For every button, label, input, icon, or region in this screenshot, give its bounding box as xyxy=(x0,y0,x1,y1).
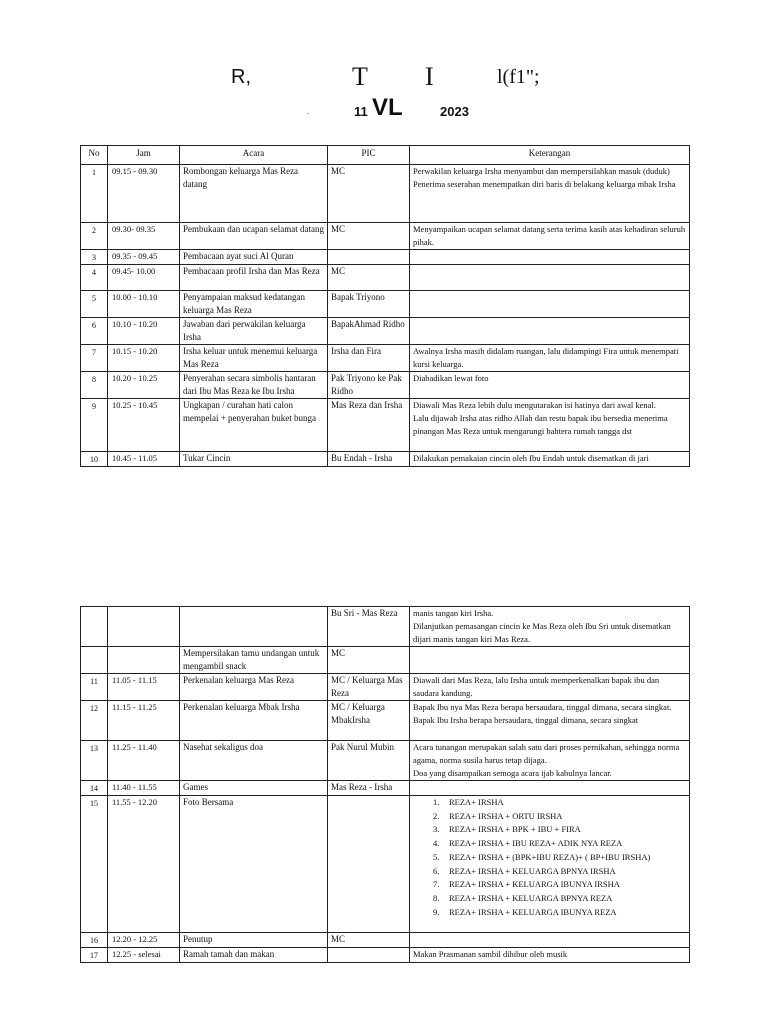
row-pic: MC xyxy=(328,265,410,291)
row-time: 10.00 - 10.10 xyxy=(108,291,180,318)
note-line: Diawali dari Mas Reza, lalu Irsha untuk memperkenalkan bapak ibu dan saudara kandung. xyxy=(413,675,660,698)
row-time: 11.25 - 11.40 xyxy=(108,741,180,781)
row-pic: BapakAhmad Ridho xyxy=(328,318,410,345)
row-number: 4 xyxy=(81,265,108,291)
row-pic: Mas Reza - Irsha xyxy=(328,781,410,796)
table-row xyxy=(81,781,690,796)
table-row xyxy=(81,741,690,781)
col-header-pic: PIC xyxy=(328,146,410,165)
note-line: Doa yang disampaikan semoga acara ijab kabulnya lancar. xyxy=(413,768,612,778)
row-time: 10.20 - 10.25 xyxy=(108,372,180,399)
row-pic: Irsha dan Fira xyxy=(328,345,410,372)
row-notes xyxy=(410,933,690,948)
row-pic: Pak Nurul Mubin xyxy=(328,741,410,781)
row-pic: Pak Triyono ke Pak Ridho xyxy=(328,372,410,399)
row-event: Penyerahan secara simbolis hantaran dari Ibu Mas Reza ke Ibu Irsha xyxy=(180,372,328,399)
row-notes xyxy=(410,781,690,796)
note-line: Menyampaikan ucapan selamat datang serta terima kasih atas kehadiran seluruh pihak. xyxy=(413,224,686,247)
header-glyph-t: T xyxy=(352,62,368,91)
note-line: Bapak Ibu Irsha berapa bersaudara, tinggal dimana, secara singkat xyxy=(413,715,639,725)
row-time: 09.15 - 09.30 xyxy=(108,165,180,223)
row-event: Penutup xyxy=(180,933,328,948)
table-header-row xyxy=(81,146,690,165)
pose-text: REZA+ IRSHA + IBU REZA+ ADIK NYA REZA xyxy=(449,838,623,849)
row-notes xyxy=(410,265,690,291)
row-event: Pembukaan dan ucapan selamat datang xyxy=(180,223,328,250)
row-notes xyxy=(410,372,690,399)
row-event: Ungkapan / curahan hati calon mempelai + penyerahan buket bunga xyxy=(180,399,328,452)
row-notes xyxy=(410,399,690,452)
note-line: Makan Prasmanan sambil dihibur oleh musik xyxy=(413,949,568,959)
header-dot: . xyxy=(307,108,309,116)
table-row xyxy=(81,291,690,318)
header-glyph-lf: l(f1"; xyxy=(497,66,540,88)
row-notes xyxy=(410,250,690,265)
table-row xyxy=(81,701,690,741)
row-number: 3 xyxy=(81,250,108,265)
note-line: Dilanjutkan pemasangan cincin ke Mas Reza oleh Ibu Sri untuk disematkan dijari manis tangan kiri Mas Reza. xyxy=(413,621,671,644)
row-event xyxy=(180,607,328,647)
row-event: Tukar Cincin xyxy=(180,452,328,467)
photo-pose-item xyxy=(433,851,686,865)
row-time: 11.40 - 11.55 xyxy=(108,781,180,796)
row-time: 10.25 - 10.45 xyxy=(108,399,180,452)
note-line: Acara tunangan merupakan salah satu dari proses pernikahan, sehingga norma agama, norma susila harus tetap dijaga. xyxy=(413,742,680,765)
row-notes xyxy=(410,223,690,250)
row-pic: Bu Sri - Mas Reza xyxy=(328,607,410,647)
table-row xyxy=(81,647,690,674)
table-row xyxy=(81,165,690,223)
photo-pose-item xyxy=(433,865,686,879)
table-row xyxy=(81,223,690,250)
row-pic xyxy=(328,948,410,963)
table-row xyxy=(81,933,690,948)
header-year: 2023 xyxy=(440,104,469,119)
header-day: 11 xyxy=(354,104,368,119)
row-pic: MC / Keluarga Mas Reza xyxy=(328,674,410,701)
pose-text: REZA+ IRSHA + BPK + IBU + FIRA xyxy=(449,824,581,835)
row-pic xyxy=(328,250,410,265)
row-notes xyxy=(410,741,690,781)
row-notes xyxy=(410,345,690,372)
row-notes xyxy=(410,318,690,345)
table-row xyxy=(81,452,690,467)
table-row xyxy=(81,607,690,647)
table-row xyxy=(81,948,690,963)
pose-text: REZA+ IRSHA + KELUARGA BPNYA REZA xyxy=(449,892,613,903)
row-time: 10.15 - 10.20 xyxy=(108,345,180,372)
row-number xyxy=(81,607,108,647)
row-event: Mempersilakan tamu undangan untuk mengambil snack xyxy=(180,647,328,674)
row-number: 2 xyxy=(81,223,108,250)
row-number: 13 xyxy=(81,741,108,781)
row-number: 8 xyxy=(81,372,108,399)
header-month: VL xyxy=(372,94,403,121)
note-line: manis tangan kiri Irsha. xyxy=(413,608,494,618)
pose-text: REZA+ IRSHA + KELUARGA IBUNYA IRSHA xyxy=(449,879,620,890)
row-pic: MC xyxy=(328,647,410,674)
row-pic: Bu Endah - Irsha xyxy=(328,452,410,467)
row-time: 11.05 - 11.15 xyxy=(108,674,180,701)
note-line: Dilakukan pemakaian cincin oleh Ibu Endah untuk disematkan di jari xyxy=(413,453,649,463)
table-row xyxy=(81,318,690,345)
photo-pose-item xyxy=(433,878,686,892)
row-event: Penyampaian maksud kedatangan keluarga Mas Reza xyxy=(180,291,328,318)
col-header-no: No xyxy=(81,146,108,165)
note-line: Penerima seserahan menempatkan diri baris di belakang keluarga mbak Irsha xyxy=(413,179,676,189)
pose-number: 7. xyxy=(433,879,440,890)
row-notes xyxy=(410,647,690,674)
row-pic: MC / Keluarga MbakIrsha xyxy=(328,701,410,741)
photo-pose-list xyxy=(413,796,686,919)
row-number: 17 xyxy=(81,948,108,963)
row-time: 12.20 - 12.25 xyxy=(108,933,180,948)
row-notes xyxy=(410,948,690,963)
photo-pose-item xyxy=(433,823,686,837)
row-notes xyxy=(410,796,690,933)
row-number xyxy=(81,647,108,674)
note-line: Diabadikan lewat foto xyxy=(413,373,489,383)
row-time: 11.15 - 11.25 xyxy=(108,701,180,741)
row-time: 09.30- 09.35 xyxy=(108,223,180,250)
header-glyph-i: I xyxy=(425,62,434,91)
table-row xyxy=(81,345,690,372)
row-event: Pembacaan profil Irsha dan Mas Reza xyxy=(180,265,328,291)
pose-text: REZA+ IRSHA + (BPK+IBU REZA)+ ( BP+IBU IRSHA) xyxy=(449,851,651,862)
photo-pose-item xyxy=(433,837,686,851)
row-notes xyxy=(410,607,690,647)
note-line: Bapak Ibu nya Mas Reza berapa bersaudara, tinggal dimana, secara singkat. xyxy=(413,702,672,712)
row-number: 14 xyxy=(81,781,108,796)
row-time: 09.45- 10.00 xyxy=(108,265,180,291)
row-number: 7 xyxy=(81,345,108,372)
schedule-table-part-2 xyxy=(80,606,690,963)
photo-pose-item xyxy=(433,796,686,810)
row-event: Jawaban dari perwakilan keluarga Irsha xyxy=(180,318,328,345)
row-pic: Bapak Triyono xyxy=(328,291,410,318)
row-event: Pembacaan ayat suci Al Quran xyxy=(180,250,328,265)
row-notes xyxy=(410,701,690,741)
row-number: 12 xyxy=(81,701,108,741)
schedule-table-part-1 xyxy=(80,145,690,467)
row-event: Irsha keluar untuk menemui keluarga Mas Reza xyxy=(180,345,328,372)
row-number: 9 xyxy=(81,399,108,452)
schedule-body-part-1 xyxy=(81,165,690,467)
row-number: 5 xyxy=(81,291,108,318)
row-notes xyxy=(410,674,690,701)
pose-number: 8. xyxy=(433,892,440,903)
row-event: Perkenalan keluarga Mbak Irsha xyxy=(180,701,328,741)
row-notes xyxy=(410,452,690,467)
row-pic: Mas Reza dan Irsha xyxy=(328,399,410,452)
pose-number: 6. xyxy=(433,865,440,876)
row-pic xyxy=(328,796,410,933)
row-event: Nasehat sekaligus doa xyxy=(180,741,328,781)
pose-text: REZA+ IRSHA + KELUARGA IBUNYA REZA xyxy=(449,906,617,917)
row-number: 16 xyxy=(81,933,108,948)
photo-pose-item xyxy=(433,810,686,824)
row-pic: MC xyxy=(328,223,410,250)
row-number: 11 xyxy=(81,674,108,701)
row-time: 10.10 - 10.20 xyxy=(108,318,180,345)
schedule-body-part-2 xyxy=(81,607,690,963)
row-event: Ramah tamah dan makan xyxy=(180,948,328,963)
header-glyph-r: R, xyxy=(231,66,251,88)
row-notes xyxy=(410,165,690,223)
row-notes xyxy=(410,291,690,318)
col-header-jam: Jam xyxy=(108,146,180,165)
note-line: Perwakilan keluarga Irsha menyambut dan mempersilahkan masuk (duduk) xyxy=(413,166,670,176)
row-event: Games xyxy=(180,781,328,796)
note-line: Lalu dijawab Irsha atas ridho Allah dan restu bapak ibu bersedia menerima pinangan Mas Reza untuk mengarungi bahtera rumah tangga dst xyxy=(413,413,668,436)
row-number: 1 xyxy=(81,165,108,223)
row-event: Foto Bersama xyxy=(180,796,328,933)
row-event: Perkenalan keluarga Mas Reza xyxy=(180,674,328,701)
table-row xyxy=(81,372,690,399)
row-pic: MC xyxy=(328,165,410,223)
pose-number: 9. xyxy=(433,906,440,917)
pose-number: 2. xyxy=(433,810,440,821)
table-row xyxy=(81,399,690,452)
photo-pose-item xyxy=(433,906,686,920)
row-time xyxy=(108,647,180,674)
note-line: Awalnya Irsha masih didalam ruangan, lalu didampingi Fira untuk menempati kursi keluarga. xyxy=(413,346,679,369)
table-row xyxy=(81,796,690,933)
pose-number: 5. xyxy=(433,851,440,862)
row-time xyxy=(108,607,180,647)
pose-number: 3. xyxy=(433,824,440,835)
row-time: 10.45 - 11.05 xyxy=(108,452,180,467)
row-time: 11.55 - 12.20 xyxy=(108,796,180,933)
row-pic: MC xyxy=(328,933,410,948)
pose-number: 1. xyxy=(433,797,440,807)
table-row xyxy=(81,250,690,265)
pose-text: REZA+ IRSHA + ORTU IRSHA xyxy=(449,810,563,821)
row-number: 6 xyxy=(81,318,108,345)
note-line: Diawali Mas Reza lebih dulu mengutarakan isi hatinya dari awal kenal. xyxy=(413,400,656,410)
row-number: 10 xyxy=(81,452,108,467)
table-row xyxy=(81,674,690,701)
row-time: 12.25 - selesai xyxy=(108,948,180,963)
col-header-keterangan: Keterangan xyxy=(410,146,690,165)
pose-text: REZA+ IRSHA + KELUARGA BPNYA IRSHA xyxy=(449,865,616,876)
row-time: 09.35 - 09.45 xyxy=(108,250,180,265)
row-number: 15 xyxy=(81,796,108,933)
table-row xyxy=(81,265,690,291)
row-event: Rombongan keluarga Mas Reza datang xyxy=(180,165,328,223)
pose-text: REZA+ IRSHA xyxy=(449,797,504,807)
col-header-acara: Acara xyxy=(180,146,328,165)
pose-number: 4. xyxy=(433,838,440,849)
photo-pose-item xyxy=(433,892,686,906)
